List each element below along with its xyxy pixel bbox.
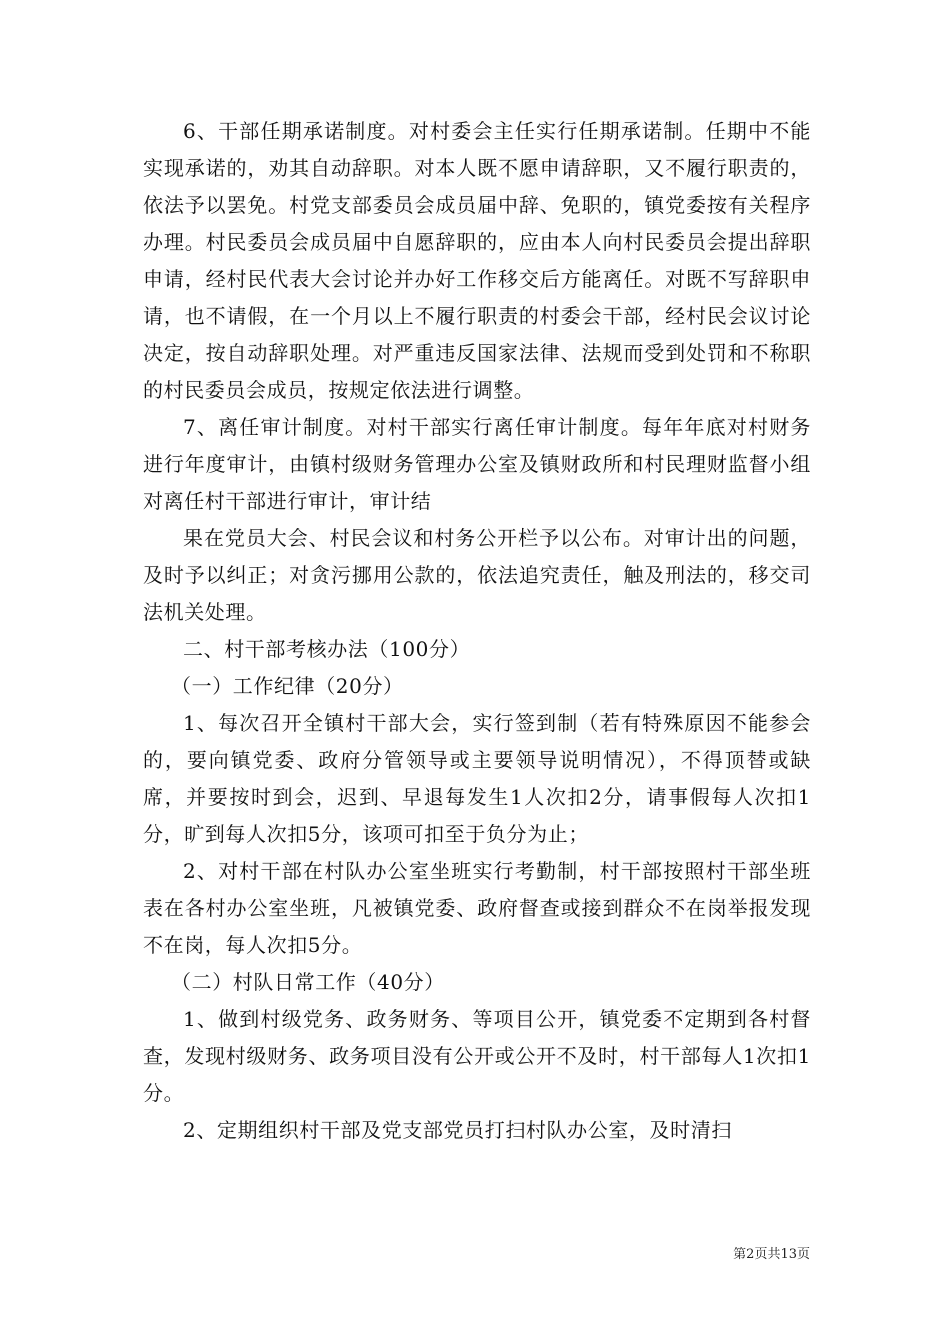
document-body <box>143 113 811 1149</box>
paragraph-audit-system: 7、离任审计制度。对村干部实行离任审计制度。每年年底对村财务进行年度审计，由镇村级财务管理办公室及镇财政所和村民理财监督小组对离任村干部进行审计，审计结 <box>143 415 811 513</box>
paragraph-public-disclosure: 1、做到村级党务、政务财务、等项目公开，镇党委不定期到各村督查，发现村级财务、政务项目没有公开或公开不及时，村干部每人1次扣1分。 <box>143 1007 811 1105</box>
paragraph-meeting-signin: 1、每次召开全镇村干部大会，实行签到制（若有特殊原因不能参会的，要向镇党委、政府分管领导或主要领导说明情况），不得顶替或缺席，并要按时到会，迟到、早退每发生1人次扣2分，请事假每人次扣1分，旷到每人次扣5分，该项可扣至于负分为止； <box>143 711 811 846</box>
paragraph-office-attendance: 2、对村干部在村队办公室坐班实行考勤制，村干部按照村干部坐班表在各村办公室坐班，凡被镇党委、政府督查或接到群众不在岗举报发现不在岗，每人次扣5分。 <box>143 859 811 957</box>
page-number: 第2页共13页 <box>733 1247 810 1262</box>
subsection-heading-discipline: （一）工作纪律（20分） <box>171 674 404 698</box>
subsection-heading-daily-work: （二）村队日常工作（40分） <box>171 970 445 994</box>
section-heading-assessment: 二、村干部考核办法（100分） <box>183 637 471 661</box>
paragraph-office-cleaning: 2、定期组织村干部及党支部党员打扫村队办公室，及时清扫 <box>183 1118 732 1142</box>
paragraph-audit-results: 果在党员大会、村民会议和村务公开栏予以公布。对审计出的问题，及时予以纠正；对贪污挪用公款的，依法追究责任，触及刑法的，移交司法机关处理。 <box>143 526 811 624</box>
paragraph-term-commitment: 6、干部任期承诺制度。对村委会主任实行任期承诺制。任期中不能实现承诺的，劝其自动辞职。对本人既不愿申请辞职，又不履行职责的，依法予以罢免。村党支部委员会成员届中辞、免职的，镇党委按有关程序办理。村民委员会成员届中自愿辞职的，应由本人向村民委员会提出辞职申请，经村民代表大会讨论并办好工作移交后方能离任。对既不写辞职申请，也不请假，在一个月以上不履行职责的村委会干部，经村民会议讨论决定，按自动辞职处理。对严重违反国家法律、法规而受到处罚和不称职的村民委员会成员，按规定依法进行调整。 <box>143 119 811 402</box>
